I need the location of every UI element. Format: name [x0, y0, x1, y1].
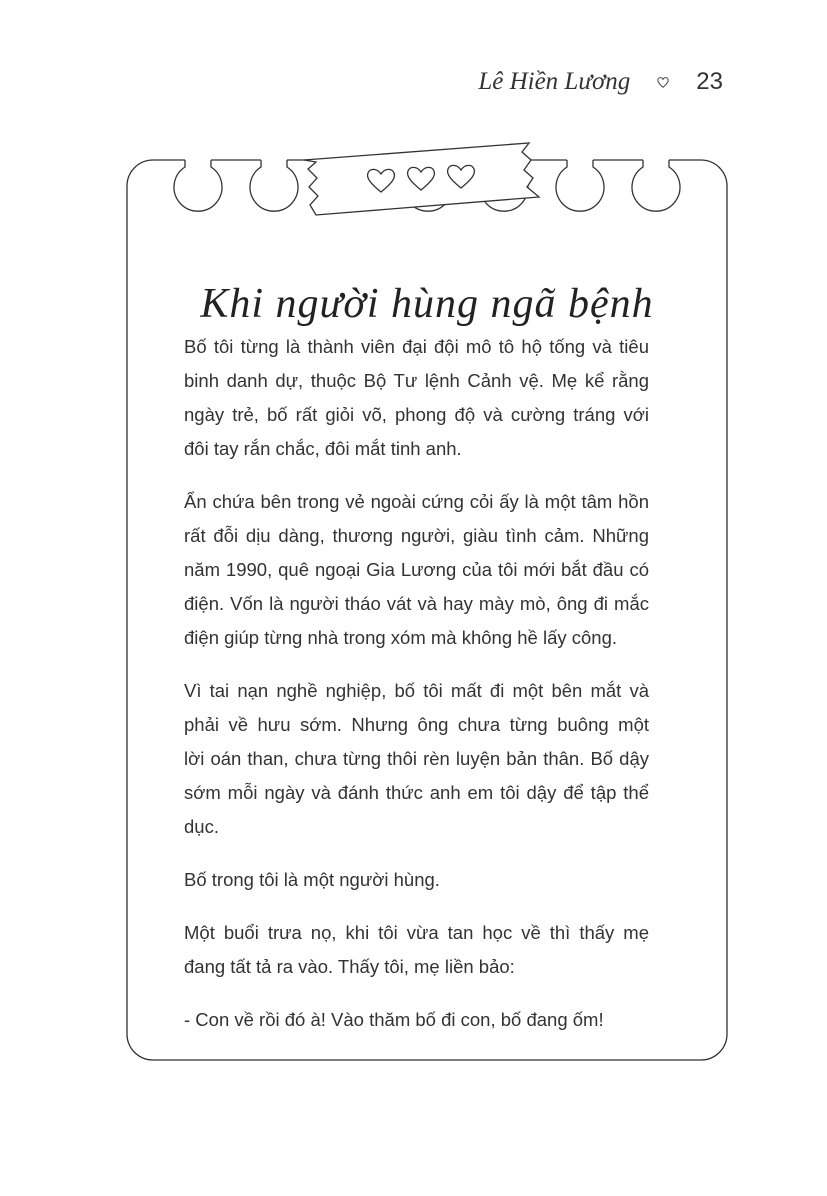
text-line: dục.: [184, 816, 219, 837]
text-line: ngày trẻ, bố rất giỏi võ, phong độ và cường tráng với: [184, 404, 649, 425]
text-line: năm 1990, quê ngoại Gia Lương của tôi mới bắt đầu có: [184, 559, 649, 580]
text-line: phải về hưu sớm. Nhưng ông chưa từng buông một: [184, 714, 649, 735]
text-line: Bố trong tôi là một người hùng.: [184, 869, 440, 890]
text-line: binh danh dự, thuộc Bộ Tư lệnh Cảnh vệ. Mẹ kể rằng: [184, 370, 649, 391]
paragraph: [184, 863, 649, 897]
text-line: Một buổi trưa nọ, khi tôi vừa tan học về thì thấy mẹ: [184, 922, 649, 943]
binder-slot: [556, 160, 604, 211]
text-line: đôi tay rắn chắc, đôi mắt tinh anh.: [184, 438, 462, 459]
binder-slot: [250, 160, 298, 211]
text-line: rất đỗi dịu dàng, thương người, giàu tình cảm. Những: [184, 525, 649, 546]
text-line: Bố tôi từng là thành viên đại đội mô tô hộ tống và tiêu: [184, 336, 649, 357]
text-line: Vì tai nạn nghề nghiệp, bố tôi mất đi một bên mắt và: [184, 680, 649, 701]
author-name: Lê Hiền Lương: [478, 68, 631, 95]
paragraph: [184, 1003, 649, 1037]
text-line: - Con về rồi đó à! Vào thăm bố đi con, bố đang ốm!: [184, 1009, 604, 1030]
chapter-title: Khi người hùng ngã bệnh: [200, 281, 654, 328]
text-line: điện giúp từng nhà trong xóm mà không hề lấy công.: [184, 627, 618, 648]
body-text: [184, 330, 649, 1056]
text-line: lời oán than, chưa từng thôi rèn luyện bản thân. Bố dậy: [184, 748, 649, 769]
text-line: đang tất tả ra vào. Thấy tôi, mẹ liền bảo:: [184, 956, 515, 977]
binder-slot: [174, 160, 222, 211]
paragraph: [184, 916, 649, 984]
page-number: 23: [696, 68, 723, 95]
text-line: điện. Vốn là người tháo vát và hay mày mò, ông đi mắc: [184, 593, 649, 614]
text-line: Ẩn chứa bên trong vẻ ngoài cứng cỏi ấy là một tâm hồn: [184, 491, 649, 512]
paragraph: [184, 330, 649, 466]
paragraph: [184, 485, 649, 655]
binder-slot: [632, 160, 680, 211]
paragraph: [184, 674, 649, 844]
text-line: sớm mỗi ngày và đánh thức anh em tôi dậy để tập thể: [184, 782, 649, 803]
